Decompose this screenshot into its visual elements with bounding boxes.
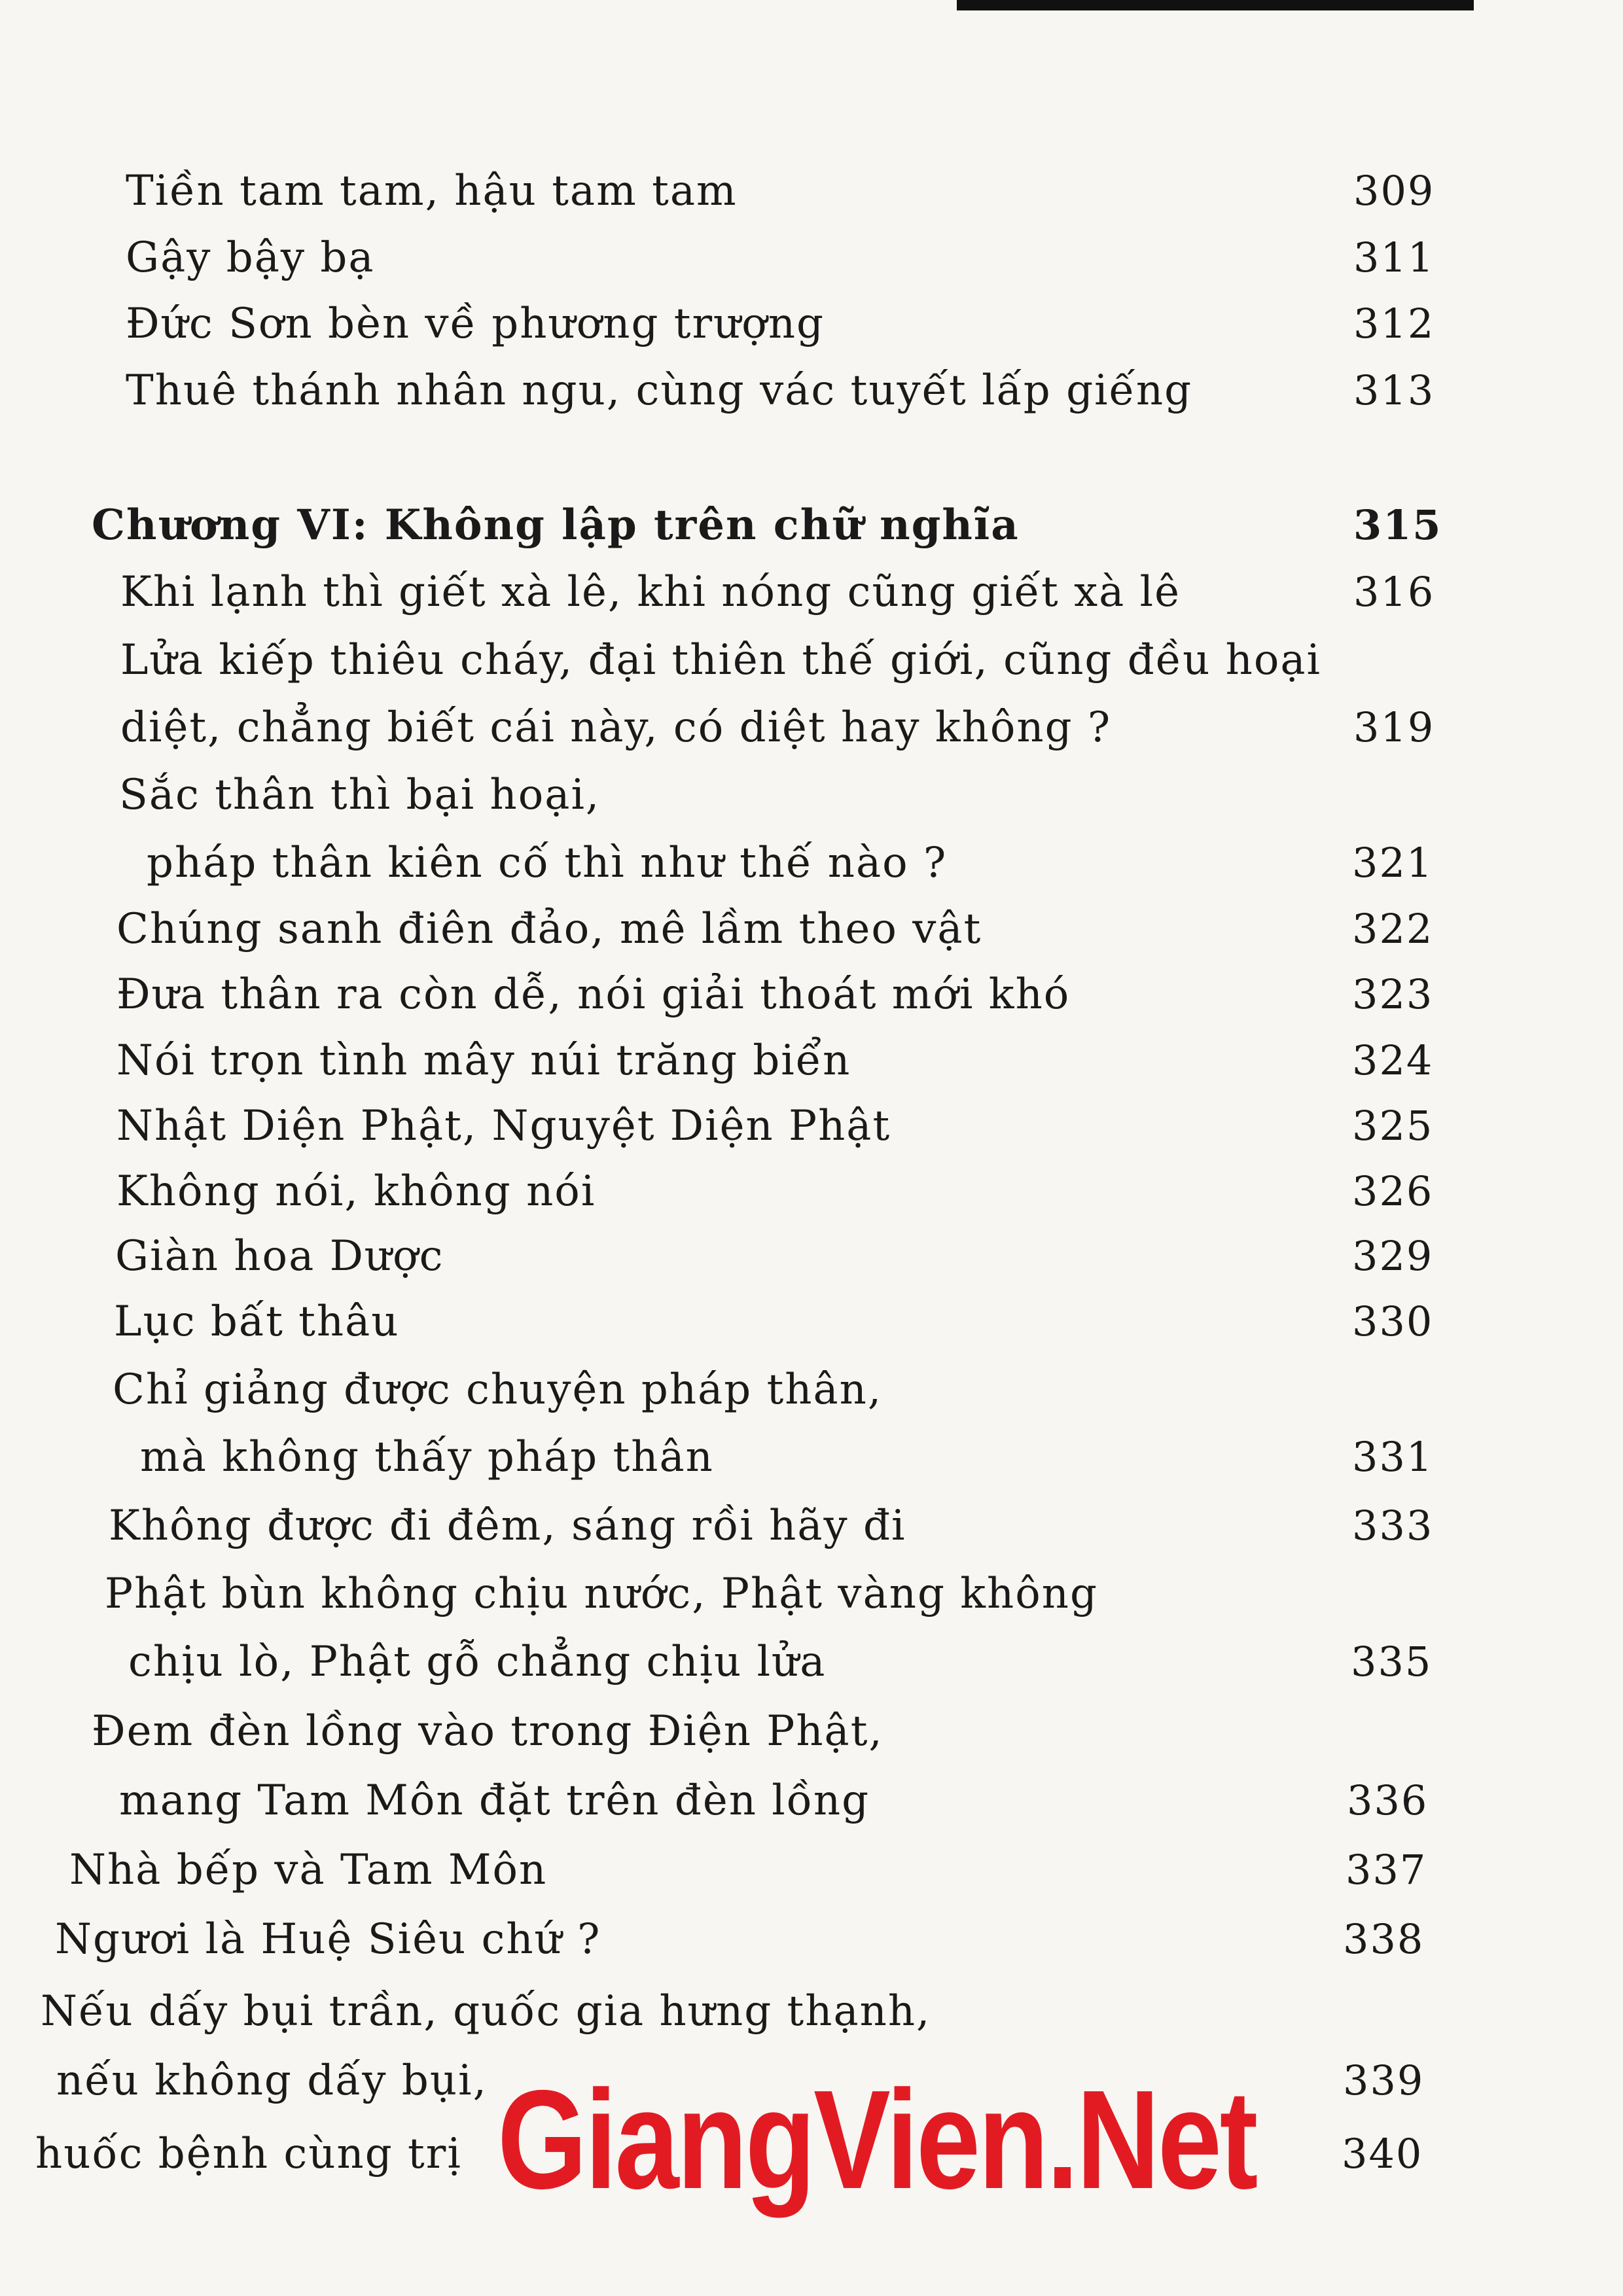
toc-entry-title: Đưa thân ra còn dễ, nói giải thoát mới khó	[116, 970, 1071, 1019]
toc-entry-title: Tiền tam tam, hậu tam tam	[126, 167, 738, 215]
toc-entry-title: Không được đi đêm, sáng rồi hãy đi	[109, 1502, 906, 1550]
toc-entry-page: 336	[1347, 1776, 1429, 1824]
toc-entry-page: 312	[1353, 300, 1435, 347]
chapter-page: 315	[1353, 501, 1442, 549]
toc-entry-title: Nếu dấy bụi trần, quốc gia hưng thạnh,	[41, 1987, 931, 2036]
toc-entry-page: 324	[1352, 1036, 1434, 1084]
toc-entry-title: Ngươi là Huệ Siêu chứ ?	[55, 1915, 601, 1964]
toc-entry-page: 330	[1352, 1298, 1434, 1345]
toc-entry-page: 311	[1353, 234, 1435, 281]
toc-entry-page: 333	[1352, 1502, 1434, 1549]
toc-entry-title: Lục bất thâu	[114, 1298, 400, 1346]
toc-entry-title: Không nói, không nói	[116, 1167, 596, 1216]
toc-entry-title: Giàn hoa Dược	[115, 1232, 444, 1280]
toc-entry-page: 338	[1343, 1915, 1425, 1963]
toc-entry-page: 335	[1351, 1638, 1433, 1686]
toc-entry-title: diệt, chẳng biết cái này, có diệt hay không ?	[120, 703, 1112, 752]
toc-entry-page: 319	[1353, 703, 1435, 751]
toc-entry-page: 329	[1352, 1232, 1434, 1280]
watermark-logo: GiangVien.Net	[497, 2060, 1257, 2218]
toc-entry-page: 325	[1352, 1102, 1434, 1150]
toc-entry-title: Thuê thánh nhân ngu, cùng vác tuyết lấp giếng	[126, 366, 1193, 415]
toc-entry-title: Lửa kiếp thiêu cháy, đại thiên thế giới, cũng đều hoại	[120, 636, 1321, 684]
toc-entry-title: Nói trọn tình mây núi trăng biển	[116, 1036, 851, 1085]
toc-entry-title: Gậy bậy bạ	[126, 234, 375, 282]
toc-entry-page: 323	[1352, 970, 1434, 1018]
toc-entry-page: 322	[1352, 905, 1434, 953]
toc-entry-title: Nhà bếp và Tam Môn	[69, 1846, 548, 1894]
toc-entry-title: nếu không dấy bụi,	[56, 2057, 488, 2105]
toc-entry-title: Sắc thân thì bại hoại,	[119, 771, 601, 819]
toc-entry-page: 316	[1353, 568, 1435, 616]
toc-entry-page: 309	[1353, 167, 1435, 215]
toc-entry-title: Phật bùn không chịu nước, Phật vàng không	[105, 1570, 1098, 1618]
toc-entry-page: 337	[1346, 1846, 1427, 1894]
toc-entry-title: mà không thấy pháp thân	[140, 1433, 714, 1481]
toc-entry-title: chịu lò, Phật gỗ chẳng chịu lửa	[128, 1638, 827, 1686]
toc-entry-page: 326	[1352, 1167, 1434, 1215]
toc-entry-title: huốc bệnh cùng trị	[35, 2130, 462, 2178]
chapter-title: Chương VI: Không lập trên chữ nghĩa	[92, 501, 1020, 550]
toc-entry-title: mang Tam Môn đặt trên đèn lồng	[119, 1776, 870, 1825]
toc-entry-page: 340	[1342, 2130, 1423, 2178]
toc-entry-page: 321	[1352, 839, 1434, 887]
toc-entry-title: Đem đèn lồng vào trong Điện Phật,	[92, 1707, 883, 1756]
toc-entry-title: Chỉ giảng được chuyện pháp thân,	[113, 1366, 883, 1414]
toc-entry-title: Nhật Diện Phật, Nguyệt Diện Phật	[116, 1102, 891, 1150]
toc-entry-page: 313	[1353, 366, 1435, 414]
toc-entry-title: pháp thân kiên cố thì như thế nào ?	[147, 839, 948, 887]
toc-entry-title: Khi lạnh thì giết xà lê, khi nóng cũng giết xà lê	[120, 568, 1181, 616]
toc-entry-title: Chúng sanh điên đảo, mê lầm theo vật	[116, 905, 982, 953]
toc-entry-page: 331	[1352, 1433, 1434, 1481]
page-top-rule	[957, 0, 1474, 10]
toc-entry-title: Đức Sơn bèn về phương trượng	[126, 300, 825, 348]
toc-entry-page: 339	[1343, 2057, 1425, 2104]
